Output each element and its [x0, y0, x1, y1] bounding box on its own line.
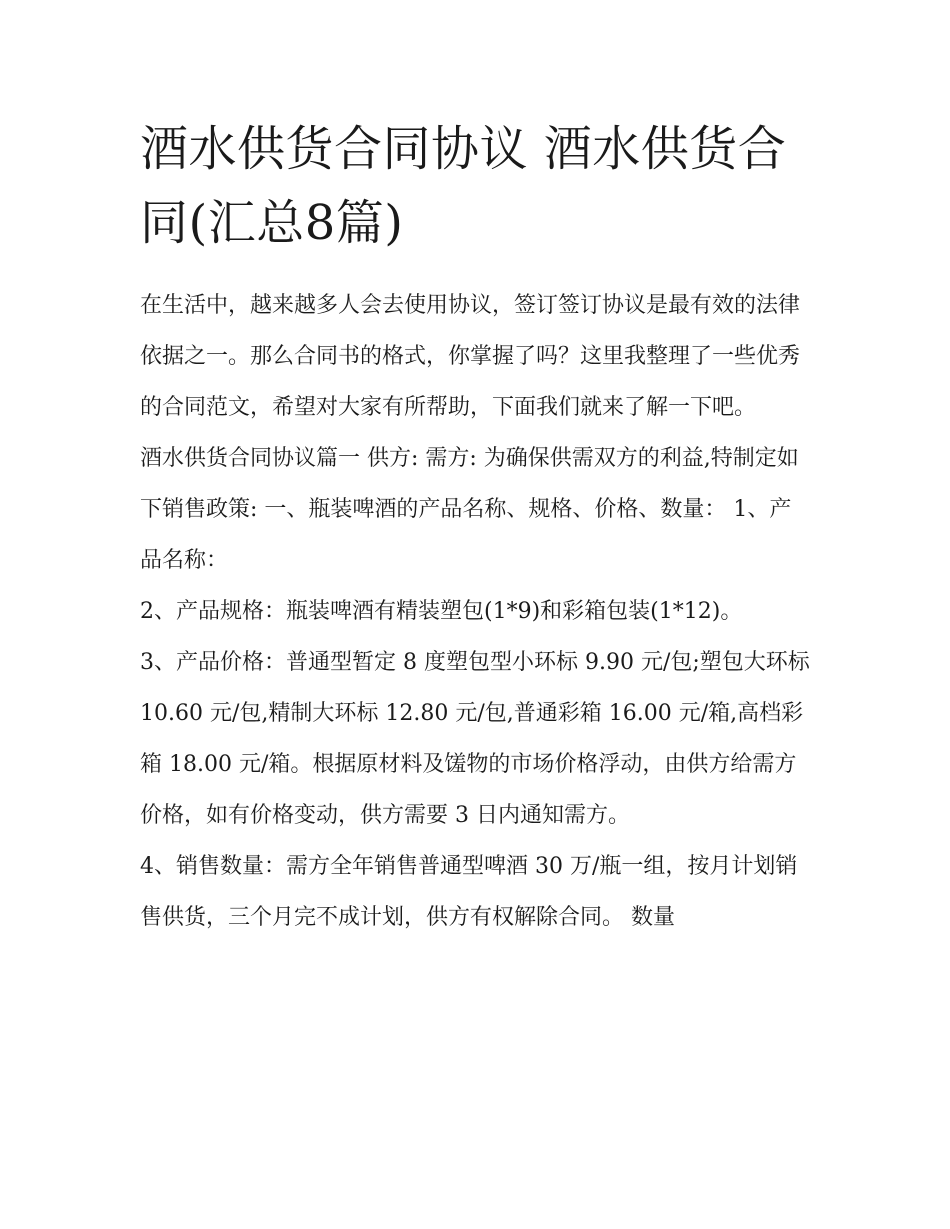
document-body — [140, 112, 812, 943]
product-spec-paragraph: 2、产品规格：瓶装啤酒有精装塑包(1*9)和彩箱包装(1*12)。 — [140, 599, 743, 624]
product-price-paragraph: 3、产品价格：普通型暂定 8 度塑包型小环标 9.90 元/包;塑包大环标 10.60 元/包,精制大环标 12.80 元/包,普通彩箱 16.00 元/箱,高档彩箱 18.00 元/箱。根据原材料及馐物的市场价格浮动，由供方给需方价格，如有价格变动，供方需要 3 日内通知需方。 — [140, 650, 810, 828]
contract-preamble-paragraph: 酒水供货合同协议篇一 供方: 需方: 为确保供需双方的利益,特制定如下销售政策: 一、瓶装啤酒的产品名称、规格、价格、数量： 1、产品名称： — [140, 446, 799, 573]
sales-quantity-paragraph: 4、销售数量：需方全年销售普通型啤酒 30 万/瓶一组，按月计划销售供货，三个月完不成计划，供方有权解除合同。 数量 — [140, 854, 798, 930]
intro-paragraph: 在生活中，越来越多人会去使用协议，签订签订协议是最有效的法律依据之一。那么合同书的格式，你掌握了吗？这里我整理了一些优秀的合同范文，希望对大家有所帮助，下面我们就来了解一下吧。 — [140, 293, 801, 420]
document-title: 酒水供货合同协议 酒水供货合同(汇总8篇) — [140, 121, 787, 251]
